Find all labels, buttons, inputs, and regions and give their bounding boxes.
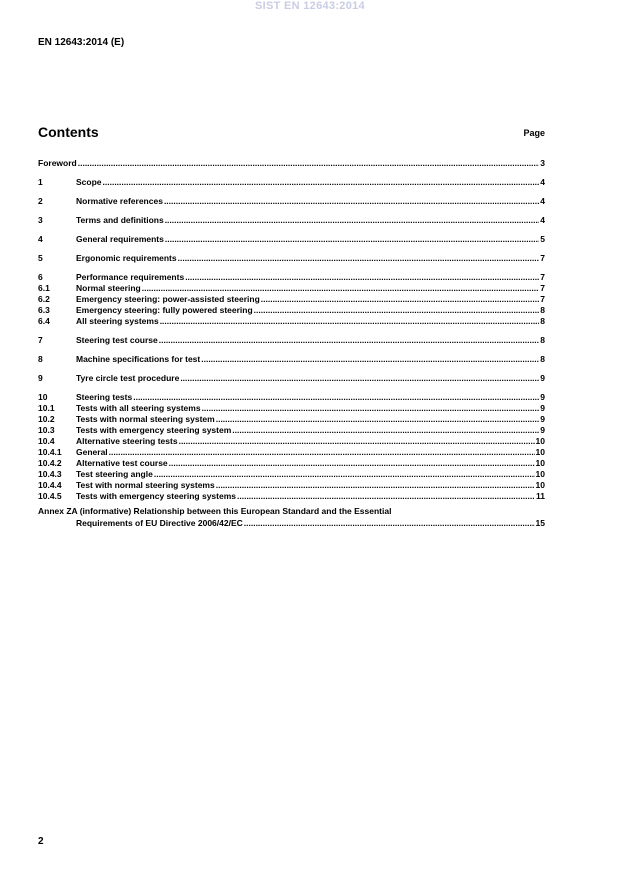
toc-number: 5 xyxy=(38,253,43,263)
toc-number: 6.1 xyxy=(38,283,50,293)
toc-leader xyxy=(133,392,539,402)
toc-title: Steering tests xyxy=(76,392,133,402)
toc-leader xyxy=(159,335,540,345)
toc-page: 10 xyxy=(535,469,545,479)
toc-number: 10.3 xyxy=(38,425,55,435)
toc-title: Machine specifications for test xyxy=(76,354,201,364)
toc-annex-line1[interactable]: Annex ZA (informative) Relationship between this European Standard and the Essential xyxy=(38,506,392,516)
toc-page: 9 xyxy=(540,392,545,402)
toc-number: 10.2 xyxy=(38,414,55,424)
toc-number: 10.1 xyxy=(38,403,55,413)
toc-page: 8 xyxy=(540,354,545,364)
toc-title: Normative references xyxy=(76,196,163,206)
toc-title: Emergency steering: power-assisted steering xyxy=(76,294,260,304)
page-column-label: Page xyxy=(523,128,545,138)
toc-leader xyxy=(232,425,539,435)
toc-number: 8 xyxy=(38,354,43,364)
toc-entry[interactable] xyxy=(38,424,545,435)
toc-title: Tests with emergency steering system xyxy=(76,425,232,435)
toc-title: Steering test course xyxy=(76,335,158,345)
toc-number: 10.4 xyxy=(38,436,55,446)
toc-leader xyxy=(202,403,540,413)
toc-title: Tests with all steering systems xyxy=(76,403,201,413)
toc-page: 9 xyxy=(540,373,545,383)
toc-entry[interactable] xyxy=(38,214,545,225)
toc-number: 10 xyxy=(38,392,48,402)
toc-page: 8 xyxy=(540,316,545,326)
toc-page: 8 xyxy=(540,335,545,345)
toc-entry[interactable] xyxy=(38,282,545,293)
toc-number: 10.4.1 xyxy=(38,447,62,457)
toc-page: 8 xyxy=(540,305,545,315)
toc-page: 4 xyxy=(540,196,545,206)
toc-number: 10.4.3 xyxy=(38,469,62,479)
toc-title: Performance requirements xyxy=(76,272,185,282)
toc-entry[interactable] xyxy=(38,195,545,206)
toc-entry[interactable] xyxy=(38,446,545,457)
toc-title: Emergency steering: fully powered steering xyxy=(76,305,253,315)
toc-title: Alternative test course xyxy=(76,458,168,468)
toc-entry[interactable] xyxy=(38,457,545,468)
toc-leader xyxy=(178,253,540,263)
toc-title: Requirements of EU Directive 2006/42/EC xyxy=(76,518,243,528)
toc-number: 10.4.5 xyxy=(38,491,62,501)
toc-title: General requirements xyxy=(76,234,164,244)
toc-leader xyxy=(165,215,540,225)
toc-leader xyxy=(261,294,540,304)
toc-page: 7 xyxy=(540,272,545,282)
toc-entry[interactable] xyxy=(38,176,545,187)
toc-page: 5 xyxy=(540,234,545,244)
toc-entry[interactable] xyxy=(38,468,545,479)
toc-page: 7 xyxy=(540,283,545,293)
toc-leader xyxy=(142,283,540,293)
toc-number: 6.3 xyxy=(38,305,50,315)
toc-leader xyxy=(216,480,535,490)
toc-number: 10.4.4 xyxy=(38,480,62,490)
toc-title: All steering systems xyxy=(76,316,159,326)
toc-entry[interactable] xyxy=(38,304,545,315)
toc-page: 4 xyxy=(540,215,545,225)
contents-title: Contents xyxy=(38,124,99,140)
toc-number: 6.2 xyxy=(38,294,50,304)
toc-number: 3 xyxy=(38,215,43,225)
toc-leader xyxy=(201,354,539,364)
toc-leader xyxy=(216,414,540,424)
toc-title: Normal steering xyxy=(76,283,141,293)
toc-title: Ergonomic requirements xyxy=(76,253,177,263)
toc-annex-entry[interactable] xyxy=(38,517,545,528)
toc-page: 7 xyxy=(540,253,545,263)
toc-number: 2 xyxy=(38,196,43,206)
toc-entry[interactable] xyxy=(38,402,545,413)
toc-title: Alternative steering tests xyxy=(76,436,178,446)
toc-page: 9 xyxy=(540,425,545,435)
toc-leader xyxy=(237,491,535,501)
toc-number: 1 xyxy=(38,177,43,187)
toc-title: Scope xyxy=(76,177,102,187)
toc-leader xyxy=(103,177,540,187)
watermark: SIST EN 12643:2014 xyxy=(255,0,365,12)
toc-leader xyxy=(185,272,539,282)
toc-number: 9 xyxy=(38,373,43,383)
toc-page: 3 xyxy=(540,158,545,168)
toc-leader xyxy=(165,234,539,244)
toc-leader xyxy=(180,373,539,383)
toc-entry[interactable] xyxy=(38,391,545,402)
toc-page: 15 xyxy=(535,518,545,528)
toc-number: 6 xyxy=(38,272,43,282)
toc-title: Tyre circle test procedure xyxy=(76,373,180,383)
toc-page: 11 xyxy=(536,491,545,501)
toc-leader xyxy=(254,305,540,315)
page-number: 2 xyxy=(38,836,44,847)
toc-number: 10.4.2 xyxy=(38,458,62,468)
toc-title: Tests with normal steering system xyxy=(76,414,215,424)
toc-entry[interactable] xyxy=(38,435,545,446)
toc-entry-foreword[interactable] xyxy=(38,157,545,168)
toc-page: 10 xyxy=(535,436,545,446)
toc-page: 9 xyxy=(540,414,545,424)
toc-entry[interactable] xyxy=(38,413,545,424)
toc-title: Test with normal steering systems xyxy=(76,480,215,490)
toc-page: 4 xyxy=(540,177,545,187)
toc-leader xyxy=(244,518,535,528)
toc-entry[interactable] xyxy=(38,233,545,244)
toc-page: 7 xyxy=(540,294,545,304)
toc-title: Test steering angle xyxy=(76,469,153,479)
toc-leader xyxy=(78,158,540,168)
toc-page: 9 xyxy=(540,403,545,413)
toc-leader xyxy=(164,196,539,206)
toc-entry[interactable] xyxy=(38,334,545,345)
toc-page: 10 xyxy=(535,447,545,457)
toc-leader xyxy=(169,458,535,468)
document-id: EN 12643:2014 (E) xyxy=(38,37,125,48)
toc-leader xyxy=(109,447,535,457)
toc-entry[interactable] xyxy=(38,271,545,282)
toc-entry[interactable] xyxy=(38,490,545,501)
toc-title: General xyxy=(76,447,108,457)
toc-number: 7 xyxy=(38,335,43,345)
toc-page: 10 xyxy=(535,458,545,468)
toc-entry[interactable] xyxy=(38,479,545,490)
toc-title: Terms and definitions xyxy=(76,215,164,225)
toc-leader xyxy=(160,316,540,326)
toc-title: Foreword xyxy=(38,158,77,168)
toc-page: 10 xyxy=(535,480,545,490)
toc-number: 4 xyxy=(38,234,43,244)
toc-number: 6.4 xyxy=(38,316,50,326)
toc-title: Tests with emergency steering systems xyxy=(76,491,236,501)
toc-entry[interactable] xyxy=(38,315,545,326)
toc-entry[interactable] xyxy=(38,372,545,383)
toc-entry[interactable] xyxy=(38,252,545,263)
toc-leader xyxy=(179,436,535,446)
toc-entry[interactable] xyxy=(38,353,545,364)
toc-entry[interactable] xyxy=(38,293,545,304)
toc-leader xyxy=(154,469,535,479)
